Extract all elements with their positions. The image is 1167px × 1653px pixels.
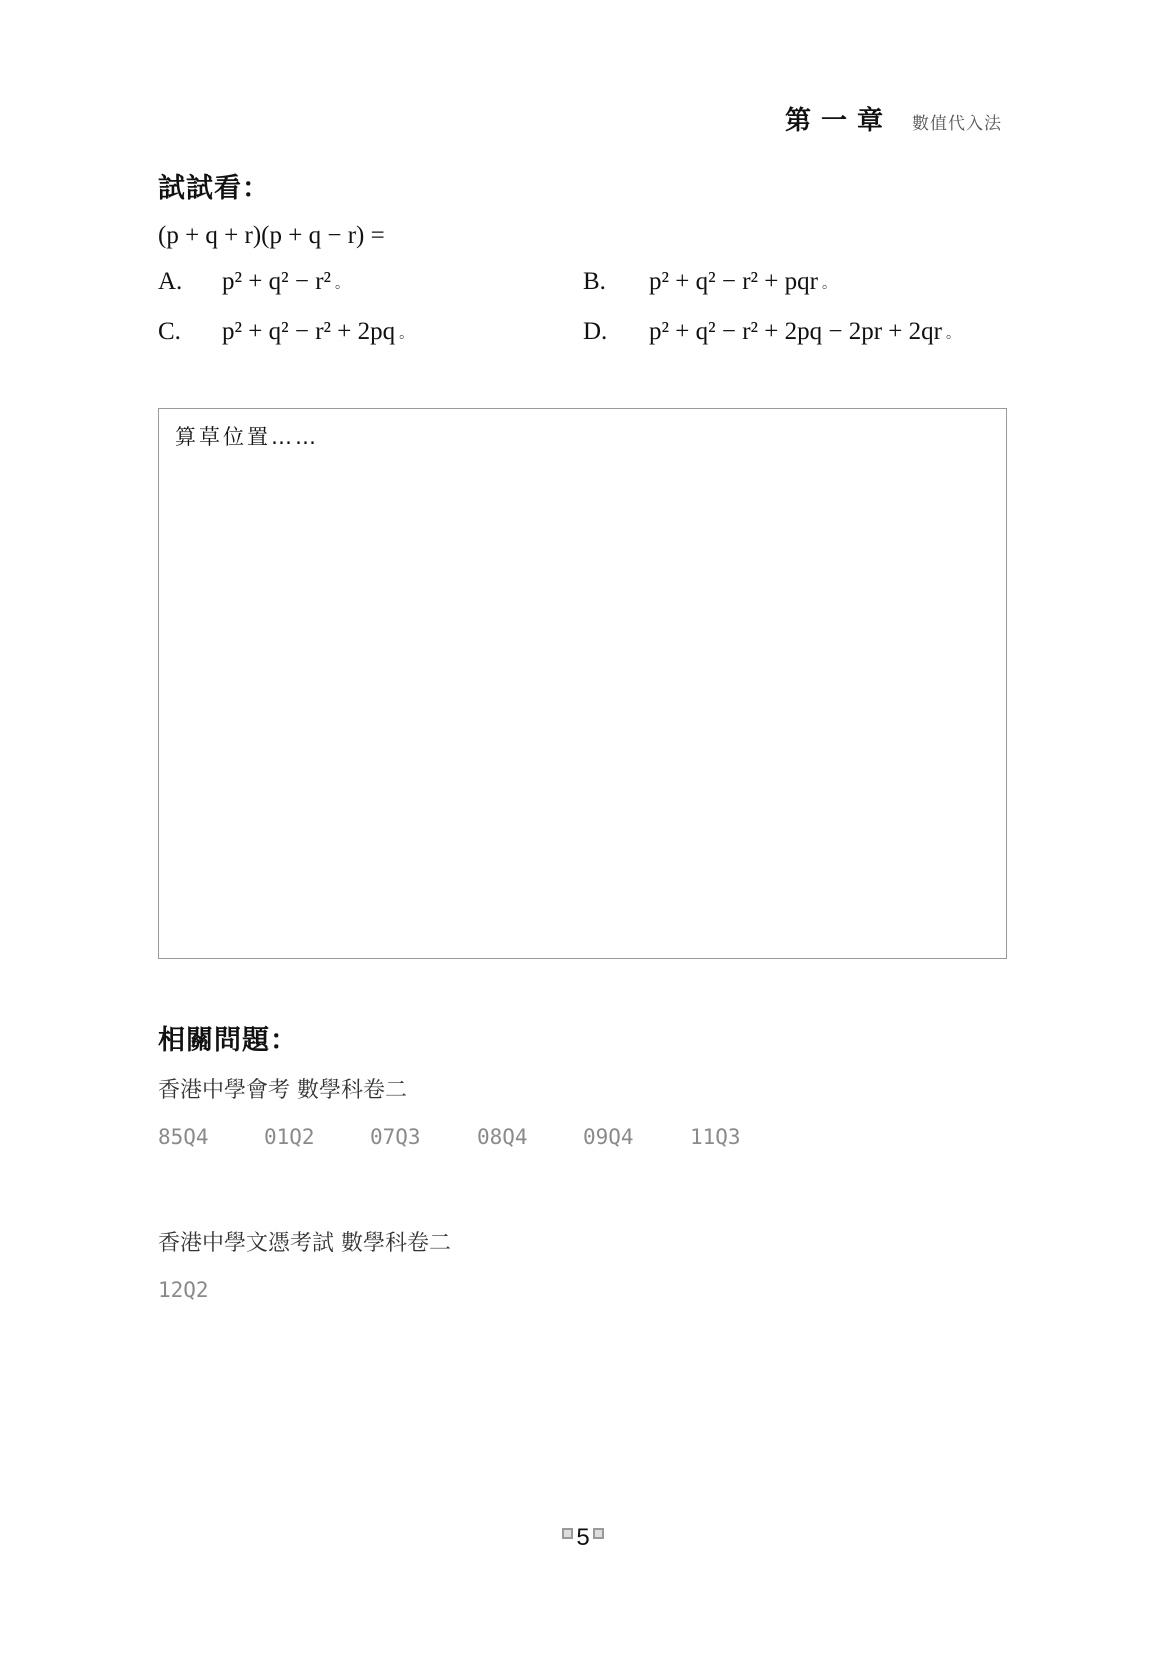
scratch-area[interactable]	[158, 408, 1007, 959]
question-expression	[158, 222, 385, 250]
related-heading: 相關問題：	[158, 1025, 298, 1056]
option-a[interactable]	[158, 268, 182, 296]
option-b-expression	[649, 268, 836, 296]
ornament-square-icon	[593, 1528, 604, 1539]
option-a-expression	[222, 268, 349, 296]
option-c-expression	[222, 318, 413, 346]
page-footer	[553, 1524, 613, 1552]
option-letter: A.	[158, 268, 183, 295]
full-stop: 。	[335, 276, 350, 292]
option-expression: p² + q² − r² + 2pq − 2pr + 2qr	[649, 318, 942, 345]
question-code[interactable]: 12Q2	[158, 1278, 209, 1302]
option-c[interactable]	[158, 318, 181, 346]
option-d-expression	[649, 318, 960, 346]
page-number: 5	[576, 1524, 590, 1551]
option-letter: C.	[158, 318, 181, 345]
chapter-title: 第一章	[785, 106, 894, 136]
question-code[interactable]: 01Q2	[264, 1125, 315, 1149]
question-code[interactable]: 07Q3	[370, 1125, 421, 1149]
question-code[interactable]: 09Q4	[583, 1125, 634, 1149]
option-expression: p² + q² − r² + 2pq	[222, 318, 396, 345]
full-stop: 。	[821, 276, 836, 292]
option-expression: p² + q² − r²	[222, 268, 332, 295]
full-stop: 。	[945, 326, 960, 342]
exam-name-hkdse: 香港中學文憑考試 數學科卷二	[158, 1231, 451, 1256]
try-it-heading: 試試看：	[158, 173, 270, 204]
question-code[interactable]: 85Q4	[158, 1125, 209, 1149]
exam-name-hkcee: 香港中學會考 數學科卷二	[158, 1078, 407, 1103]
option-expression: p² + q² − r² + pqr	[649, 268, 818, 295]
question-code[interactable]: 11Q3	[690, 1125, 741, 1149]
option-letter: B.	[583, 268, 606, 295]
option-b[interactable]	[583, 268, 606, 296]
chapter-subtitle: 數值代入法	[912, 114, 1002, 134]
option-letter: D.	[583, 318, 608, 345]
full-stop: 。	[399, 326, 414, 342]
option-d[interactable]	[583, 318, 607, 346]
ornament-square-icon	[562, 1528, 573, 1539]
question-text: (p + q + r)(p + q − r) =	[158, 222, 385, 249]
question-code[interactable]: 08Q4	[477, 1125, 528, 1149]
scratch-label: 算草位置……	[175, 425, 319, 449]
